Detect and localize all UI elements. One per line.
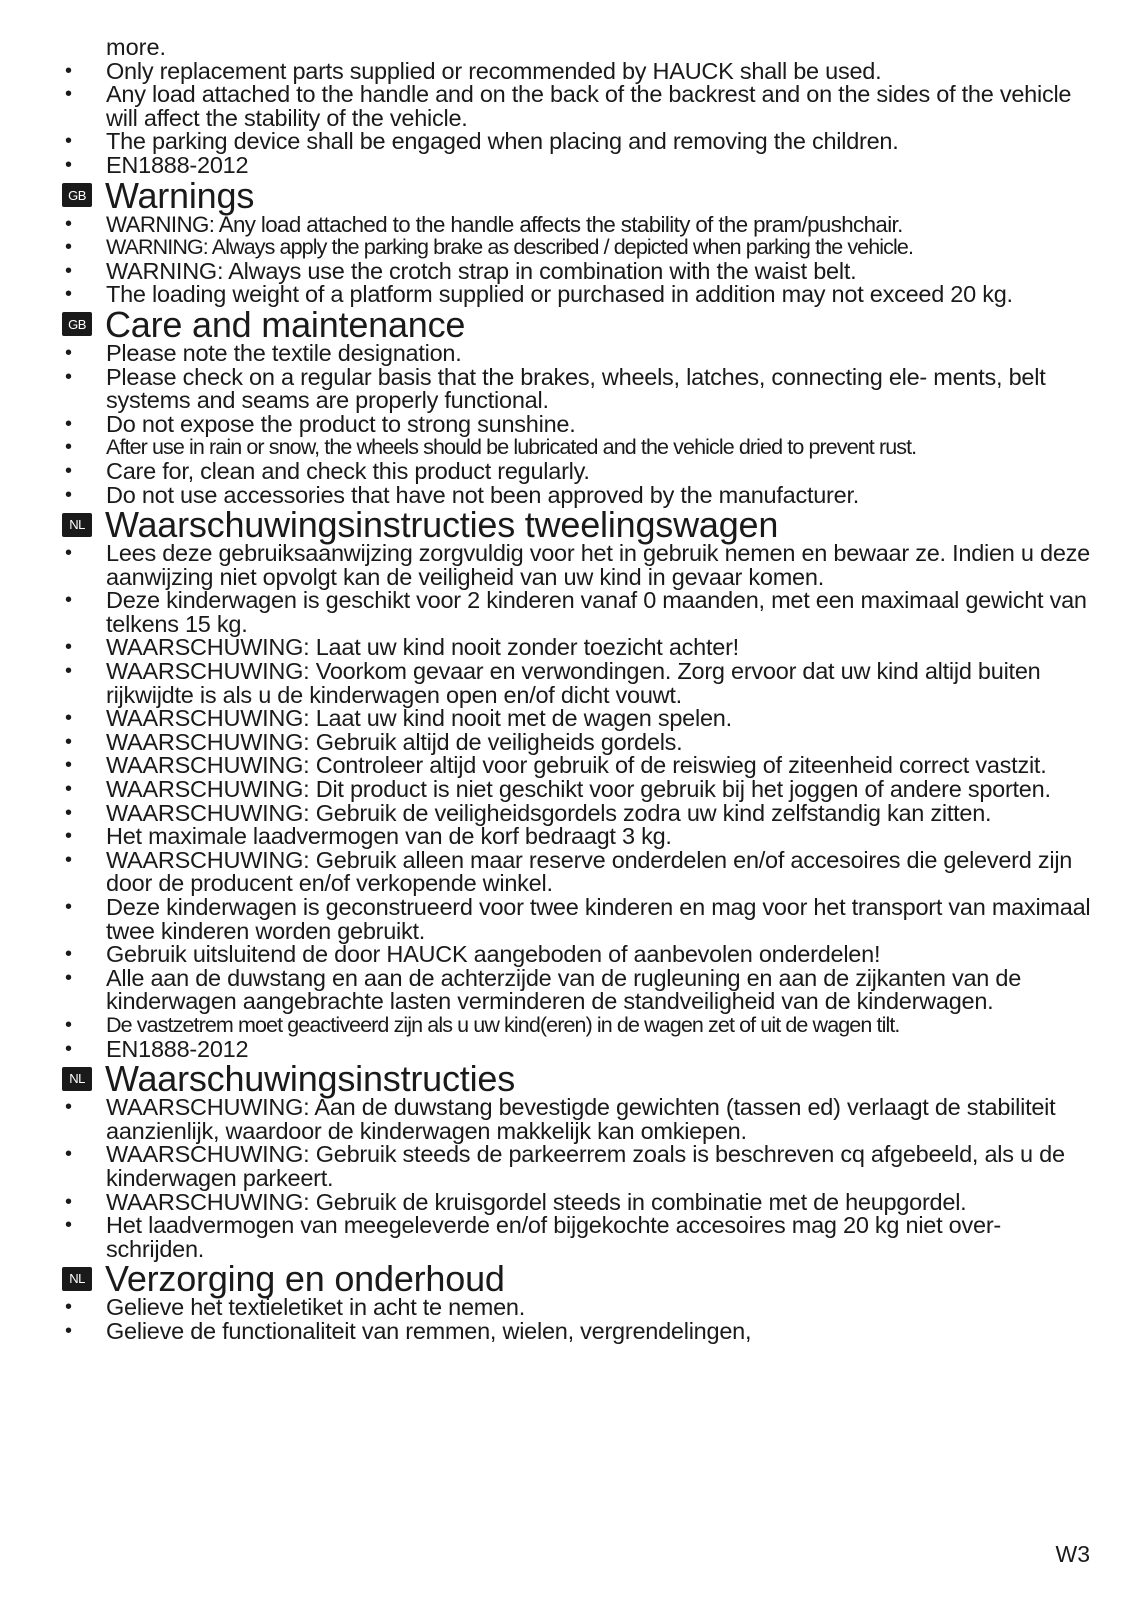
- list-item: • Het maximale laadvermogen van de korf bedraagt 3 kg.: [62, 825, 1102, 849]
- nl-twin-warnings-list: [62, 542, 1102, 1061]
- list-item: • WAARSCHUWING: Dit product is niet geschikt voor gebruik bij het joggen of andere sporten.: [62, 778, 1102, 802]
- section-title: Verzorging en onderhoud: [105, 1258, 505, 1300]
- page-number: W3: [1055, 1541, 1090, 1567]
- section-title: Warnings: [105, 174, 255, 216]
- continuation-text: more.: [106, 34, 167, 60]
- list-item: • Gebruik uitsluitend de door HAUCK aangeboden of aanbevolen onderdelen!: [62, 943, 1102, 967]
- section-title: Waarschuwingsinstructies: [105, 1058, 516, 1100]
- list-item: • Please note the textile designation.: [62, 342, 1102, 366]
- intro-list: [62, 57, 1102, 178]
- list-item: • WARNING: Any load attached to the handle affects the stability of the pram/pushchair.: [62, 213, 1102, 237]
- list-item: • Het laadvermogen van meegeleverde en/of bijgekochte accesoires mag 20 kg niet over- schrijden.: [62, 1214, 1102, 1261]
- nl-care-list: [62, 1296, 1102, 1343]
- list-item: • Only replacement parts supplied or recommended by HAUCK shall be used.: [62, 60, 1102, 84]
- list-item: • WAARSCHUWING: Aan de duwstang bevestigde gewichten (tassen ed) verlaagt de stabiliteit aanzienlijk, waardoor de kinderwagen makkelijk kan omkiepen.: [62, 1096, 1102, 1143]
- list-item: • WAARSCHUWING: Gebruik de kruisgordel steeds in combinatie met de heupgordel.: [62, 1191, 1102, 1215]
- list-item: • Any load attached to the handle and on the back of the backrest and on the sides of the vehicle will affect the stability of the vehicle.: [62, 83, 1102, 130]
- list-item: • Alle aan de duwstang en aan de achterzijde van de rugleuning en aan de zijkanten van de kinderwagen aangebrachte lasten verminderen de standveiligheid van de kinderwagen.: [62, 967, 1102, 1014]
- list-item: • WAARSCHUWING: Gebruik de veiligheidsgordels zodra uw kind zelfstandig kan zitten.: [62, 802, 1102, 826]
- list-item: • EN1888-2012: [62, 1038, 1102, 1062]
- list-item: • WAARSCHUWING: Gebruik alleen maar reserve onderdelen en/of accesoires die geleverd zijn door de producent en/of verkopende winkel.: [62, 849, 1102, 896]
- list-item: • After use in rain or snow, the wheels should be lubricated and the vehicle dried to prevent rust.: [62, 436, 1102, 460]
- list-item: • Please check on a regular basis that the brakes, wheels, latches, connecting ele- ments, belt systems and seams are properly functional.: [62, 366, 1102, 413]
- language-badge-nl: NL: [62, 1267, 92, 1291]
- manual-page-body: [62, 36, 1102, 1344]
- nl-warnings-list: [62, 1096, 1102, 1261]
- section-title: Care and maintenance: [105, 303, 466, 345]
- section-heading-nl-care: [62, 1258, 1102, 1300]
- list-item: • Gelieve het textieletiket in acht te nemen.: [62, 1296, 1102, 1320]
- language-badge-gb: GB: [62, 312, 92, 336]
- language-badge-gb: GB: [62, 183, 92, 207]
- list-item: • Do not use accessories that have not been approved by the manufacturer.: [62, 484, 1102, 508]
- list-item: • Care for, clean and check this product regularly.: [62, 460, 1102, 484]
- list-item: • WAARSCHUWING: Controleer altijd voor gebruik of de reiswieg of ziteenheid correct vastzit.: [62, 754, 1102, 778]
- list-item: • Deze kinderwagen is geschikt voor 2 kinderen vanaf 0 maanden, met een maximaal gewicht van telkens 15 kg.: [62, 589, 1102, 636]
- list-item: • WAARSCHUWING: Gebruik altijd de veiligheids gordels.: [62, 731, 1102, 755]
- gb-warnings-list: [62, 213, 1102, 307]
- section-heading-nl-warnings: [62, 1058, 1102, 1100]
- list-item: • De vastzetrem moet geactiveerd zijn als u uw kind(eren) in de wagen zet of uit de wagen tilt.: [62, 1014, 1102, 1038]
- list-item: • Deze kinderwagen is geconstrueerd voor twee kinderen en mag voor het transport van maximaal twee kinderen worden gebruikt.: [62, 896, 1102, 943]
- list-item: • Do not expose the product to strong sunshine.: [62, 413, 1102, 437]
- section-title: Waarschuwingsinstructies tweelingswagen: [105, 504, 779, 546]
- list-item: • EN1888-2012: [62, 154, 1102, 178]
- list-item: • Lees deze gebruiksaanwijzing zorgvuldig voor het in gebruik nemen en bewaar ze. Indien u deze aanwijzing niet opvolgt kan de veiligheid van uw kind in gevaar komen.: [62, 542, 1102, 589]
- gb-care-list: [62, 339, 1102, 508]
- section-heading-nl-twin-warnings: [62, 504, 1102, 546]
- list-item: • WAARSCHUWING: Voorkom gevaar en verwondingen. Zorg ervoor dat uw kind altijd buiten rijkwijdte is als u de kinderwagen open en/of dicht vouwt.: [62, 660, 1102, 707]
- section-heading-gb-warnings: [62, 174, 1102, 216]
- list-item: • WAARSCHUWING: Laat uw kind nooit zonder toezicht achter!: [62, 636, 1102, 660]
- list-item: • WARNING: Always use the crotch strap in combination with the waist belt.: [62, 260, 1102, 284]
- language-badge-nl: NL: [62, 513, 92, 537]
- language-badge-nl: NL: [62, 1067, 92, 1091]
- list-item: • WAARSCHUWING: Gebruik steeds de parkeerrem zoals is beschreven cq afgebeeld, als u de kinderwagen parkeert.: [62, 1143, 1102, 1190]
- list-item: • The parking device shall be engaged when placing and removing the children.: [62, 130, 1102, 154]
- list-item: • WAARSCHUWING: Laat uw kind nooit met de wagen spelen.: [62, 707, 1102, 731]
- list-item: • The loading weight of a platform supplied or purchased in addition may not exceed 20 kg.: [62, 283, 1102, 307]
- section-heading-gb-care: [62, 303, 1102, 345]
- list-item: • Gelieve de functionaliteit van remmen, wielen, vergrendelingen,: [62, 1320, 1102, 1344]
- list-item: • WARNING: Always apply the parking brake as described / depicted when parking the vehicle.: [62, 236, 1102, 260]
